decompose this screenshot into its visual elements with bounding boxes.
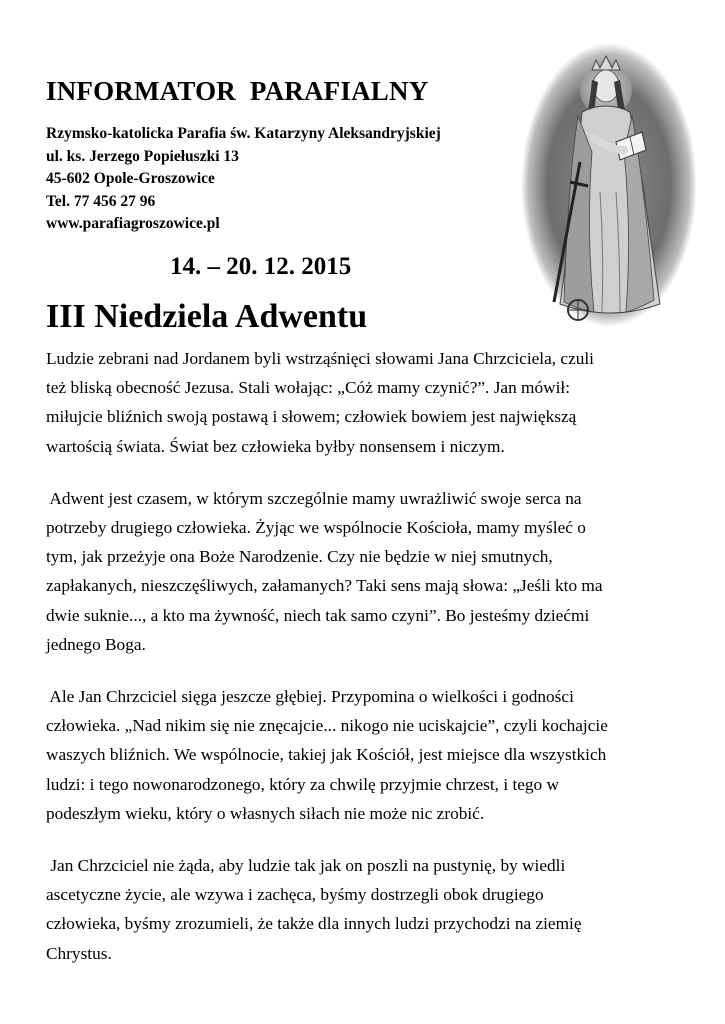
text-line: zapłakanych, nieszczęśliwych, załamanych? Taki sens mają słowa: „Jeśli kto ma xyxy=(46,576,603,596)
saint-catherine-icon xyxy=(520,42,698,328)
article-body xyxy=(46,344,686,991)
text-line: Ludzie zebrani nad Jordanem byli wstrząśnięci słowami Jana Chrzciciela, czuli xyxy=(46,349,594,368)
article-paragraph xyxy=(46,682,686,828)
text-line: wartością świata. Świat bez człowieka byłby nonsensem i niczym. xyxy=(46,436,505,456)
website-url: www.parafiagroszowice.pl xyxy=(46,215,220,232)
parish-name: Rzymsko-katolicka Parafia św. Katarzyny Aleksandryjskiej xyxy=(46,125,441,142)
text-line: waszych bliźnich. We wspólnocie, takiej jak Kościół, jest miejsce dla wszystkich xyxy=(46,745,607,765)
sunday-title: III Niedziela Adwentu xyxy=(46,298,368,335)
text-line: potrzeby drugiego człowieka. Żyjąc we wspólnocie Kościoła, mamy myśleć o xyxy=(46,518,586,538)
text-line: jednego Boga. xyxy=(46,634,146,654)
bulletin-title: INFORMATOR PARAFIALNY xyxy=(46,76,429,106)
text-line: też bliską obecność Jezusa. Stali wołając: „Cóż mamy czynić?”. Jan mówił: xyxy=(46,378,571,398)
text-line: tym, jak przeżyje ona Boże Narodzenie. Czy nie będzie w niej smutnych, xyxy=(46,547,553,567)
text-line: człowieka. „Nad nikim się nie znęcajcie... nikogo nie uciskajcie”, czyli kochajcie xyxy=(46,716,608,736)
article-paragraph xyxy=(46,484,686,659)
text-line: dwie suknie..., a kto ma żywność, niech tak samo czyni”. Bo jesteśmy dziećmi xyxy=(46,605,590,625)
text-line: miłujcie bliźnich swoją postawą i słowem; człowiek bowiem jest największą xyxy=(46,407,577,427)
text-line: Ale Jan Chrzciciel sięga jeszcze głębiej. Przypomina o wielkości i godności xyxy=(46,687,574,707)
postal-city: 45-602 Opole-Groszowice xyxy=(46,170,215,187)
phone-number: Tel. 77 456 27 96 xyxy=(46,192,156,210)
article-paragraph xyxy=(46,851,686,968)
text-line: człowieka, byśmy zrozumieli, że także dla innych ludzi przychodzi na ziemię xyxy=(46,914,582,934)
text-line: Jan Chrzciciel nie żąda, aby ludzie tak jak on poszli na pustynię, by wiedli xyxy=(46,856,566,876)
text-line: ascetyczne życie, ale wzywa i zachęca, byśmy dostrzegli obok drugiego xyxy=(46,885,544,905)
article-paragraph xyxy=(46,344,686,461)
text-line: podeszłym wieku, który o własnych siłach nie może nic zrobić. xyxy=(46,803,485,823)
date-range: 14. – 20. 12. 2015 xyxy=(170,253,352,280)
text-line: Adwent jest czasem, w którym szczególnie mamy uwrażliwić swoje serca na xyxy=(46,488,582,508)
text-line: ludzi: i tego nowonarodzonego, który za chwilę przyjmie chrzest, i tego w xyxy=(46,774,559,794)
text-line: Chrystus. xyxy=(46,943,112,963)
street-address: ul. ks. Jerzego Popiełuszki 13 xyxy=(46,147,239,165)
parish-address xyxy=(46,123,441,236)
